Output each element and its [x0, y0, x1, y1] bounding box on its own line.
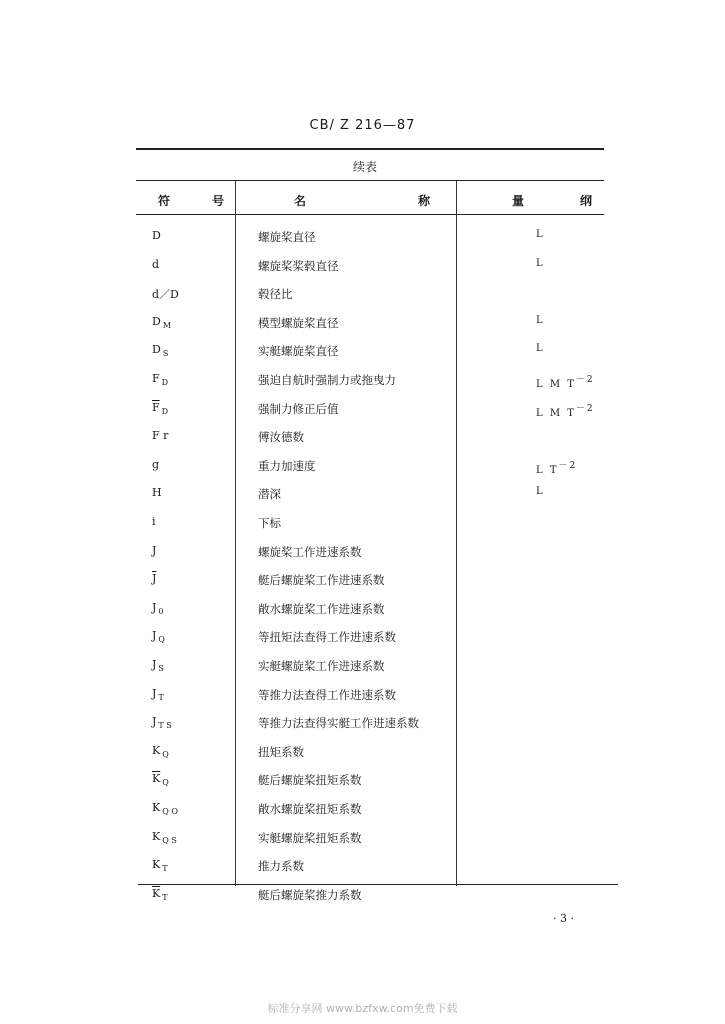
symbol-cell [152, 830, 177, 845]
dimension-cell [536, 458, 577, 476]
col-name-head-a: 名 [294, 194, 307, 208]
name-cell: 毂径比 [258, 287, 293, 302]
symbol-subscript: D [161, 378, 169, 387]
name-cell: 潜深 [258, 487, 281, 502]
symbol-subscript: T [162, 864, 168, 874]
symbol-text: i [152, 515, 156, 528]
name-cell: 艇后螺旋桨扭矩系数 [258, 773, 362, 788]
symbol-text: d／D [152, 288, 179, 302]
symbol-text: H [152, 486, 162, 500]
symbol-cell [152, 343, 168, 358]
name-cell: 敞水螺旋桨扭矩系数 [258, 802, 362, 816]
dimension-cell [536, 315, 545, 326]
symbol-text: $\overline{F}$ [152, 400, 160, 414]
symbol-cell [152, 229, 161, 242]
symbol-text: J [152, 686, 157, 700]
dimension-text: L T [536, 464, 559, 476]
name-cell: 实艇螺旋桨工作进速系数 [258, 659, 385, 673]
name-cell: 敞水螺旋桨工作进速系数 [258, 601, 385, 616]
name-cell: 螺旋桨工作进速系数 [258, 544, 362, 559]
table-row [0, 458, 725, 480]
top-rule [136, 148, 604, 150]
symbol-cell [152, 772, 169, 787]
dimension-cell [536, 372, 595, 390]
header-top-rule [136, 180, 604, 181]
symbol-subscript: S [162, 349, 169, 359]
symbol-subscript: M [162, 320, 172, 330]
symbol-cell [152, 486, 162, 499]
symbol-text: K [152, 858, 161, 872]
table-row [0, 258, 725, 280]
dimension-cell [536, 401, 595, 419]
symbol-cell [152, 401, 168, 416]
symbol-text: D [152, 229, 161, 242]
col-name-head-b: 称 [418, 194, 431, 208]
symbol-cell [152, 744, 169, 759]
table-row [0, 343, 725, 365]
symbol-text: F [152, 372, 160, 385]
dimension-text: L M T [536, 379, 576, 390]
dimension-cell [536, 229, 545, 240]
symbol-cell [152, 258, 159, 271]
table-row [0, 572, 725, 594]
symbol-cell [152, 286, 179, 302]
table-row [0, 601, 725, 623]
symbol-cell [152, 429, 168, 442]
symbol-cell [152, 372, 168, 387]
name-cell: 螺旋桨直径 [258, 230, 316, 244]
table-row [0, 629, 725, 651]
table-row [0, 772, 725, 794]
symbol-cell [152, 601, 164, 616]
symbol-text: J [152, 600, 157, 614]
symbol-cell [152, 658, 164, 673]
symbol-subscript: T S [158, 721, 172, 731]
table-row [0, 515, 725, 537]
name-cell: 螺旋桨桨毂直径 [258, 258, 339, 273]
symbol-text: $\overline{J}$ [152, 572, 157, 586]
symbol-text: K [152, 829, 161, 843]
name-cell: 强制力修正后值 [258, 401, 339, 416]
table-row [0, 858, 725, 880]
symbol-subscript: S [158, 664, 164, 673]
symbol-subscript: Q [162, 778, 169, 788]
dimension-cell [536, 343, 545, 354]
symbol-text: d [152, 257, 160, 271]
table-row [0, 687, 725, 709]
col-dim-head-b: 纲 [580, 194, 593, 208]
document-code: CB/ Z 216—87 [309, 118, 416, 133]
name-cell: 强迫自航时强制力或拖曳力 [258, 373, 396, 387]
dimension-exponent: －2 [575, 403, 595, 414]
name-cell: 下标 [258, 516, 281, 530]
symbol-text: J [152, 658, 157, 671]
symbol-subscript: Q [158, 635, 165, 645]
symbol-text: D [152, 314, 161, 328]
symbol-subscript: Q S [162, 835, 177, 845]
name-cell: 重力加速度 [258, 458, 316, 473]
table-caption: 续表 [352, 160, 377, 174]
symbol-cell [152, 887, 168, 902]
dimension-text: L [536, 257, 545, 269]
name-cell: 实艇螺旋桨扭矩系数 [258, 830, 362, 845]
name-cell: 艇后螺旋桨工作进速系数 [258, 573, 385, 588]
symbol-cell [152, 629, 165, 644]
name-cell: 等扭矩法查得工作进速系数 [258, 630, 396, 645]
symbol-cell [152, 544, 156, 557]
dimension-cell [536, 486, 545, 497]
symbol-subscript: 0 [158, 606, 164, 616]
symbol-text: J [152, 715, 157, 729]
table-row [0, 401, 725, 423]
table-row [0, 372, 725, 394]
symbol-text: K [152, 743, 161, 757]
table-row [0, 744, 725, 766]
symbol-text: F r [152, 429, 169, 443]
name-cell: 模型螺旋桨直径 [258, 315, 339, 330]
dimension-exponent: －2 [575, 375, 595, 385]
name-cell: 等推力法查得工作进速系数 [258, 687, 396, 702]
symbol-subscript: T [162, 892, 168, 902]
name-cell: 等推力法查得实艇工作进速系数 [258, 716, 419, 731]
symbol-text: g [152, 457, 160, 471]
dimension-text: L [536, 229, 545, 240]
symbol-cell [152, 687, 164, 702]
table-row [0, 486, 725, 508]
symbol-cell [152, 858, 168, 873]
name-cell: 扭矩系数 [258, 744, 304, 759]
table-row [0, 229, 725, 251]
symbol-subscript: Q [162, 749, 169, 759]
table-row [0, 887, 725, 909]
symbol-cell [152, 801, 178, 816]
table-row [0, 830, 725, 852]
symbol-subscript: T [158, 692, 164, 702]
dimension-text: L [536, 343, 545, 355]
col-symbol-head-a: 符 [158, 194, 171, 208]
name-cell: 艇后螺旋桨推力系数 [258, 887, 362, 902]
table-row [0, 429, 725, 451]
bottom-rule [138, 884, 618, 885]
symbol-cell [152, 458, 159, 471]
name-cell: 推力系数 [258, 859, 304, 874]
dimension-text: L [536, 486, 545, 498]
dimension-cell [536, 258, 545, 269]
symbol-text: K [152, 801, 161, 814]
col-symbol-head-b: 号 [212, 194, 225, 208]
symbol-cell [152, 515, 156, 528]
name-cell: 实艇螺旋桨直径 [258, 344, 339, 359]
symbol-cell [152, 572, 156, 585]
name-cell: 傅汝德数 [258, 430, 304, 445]
symbol-text: $\overline{K}$ [152, 886, 161, 900]
table-row [0, 715, 725, 737]
col-dim-head-a: 量 [512, 194, 525, 208]
symbol-cell [152, 315, 171, 330]
symbol-subscript: D [161, 406, 169, 416]
dimension-exponent: －2 [558, 460, 578, 471]
table-row [0, 286, 725, 308]
symbol-text: J [152, 543, 157, 557]
table-row [0, 315, 725, 337]
table-row [0, 544, 725, 566]
page-number: · 3 · [553, 912, 574, 925]
table-row [0, 658, 725, 680]
watermark-footer: 标准分享网 www.bzfxw.com免费下载 [267, 1002, 458, 1015]
table-row [0, 801, 725, 823]
symbol-cell [152, 715, 172, 730]
dimension-text: L M T [536, 407, 576, 419]
symbol-text: J [152, 629, 157, 643]
symbol-text: $\overline{K}$ [152, 772, 161, 786]
symbol-text: D [152, 343, 161, 357]
symbol-subscript: Q O [162, 807, 178, 816]
header-bottom-rule [136, 214, 604, 215]
dimension-text: L [536, 314, 545, 326]
